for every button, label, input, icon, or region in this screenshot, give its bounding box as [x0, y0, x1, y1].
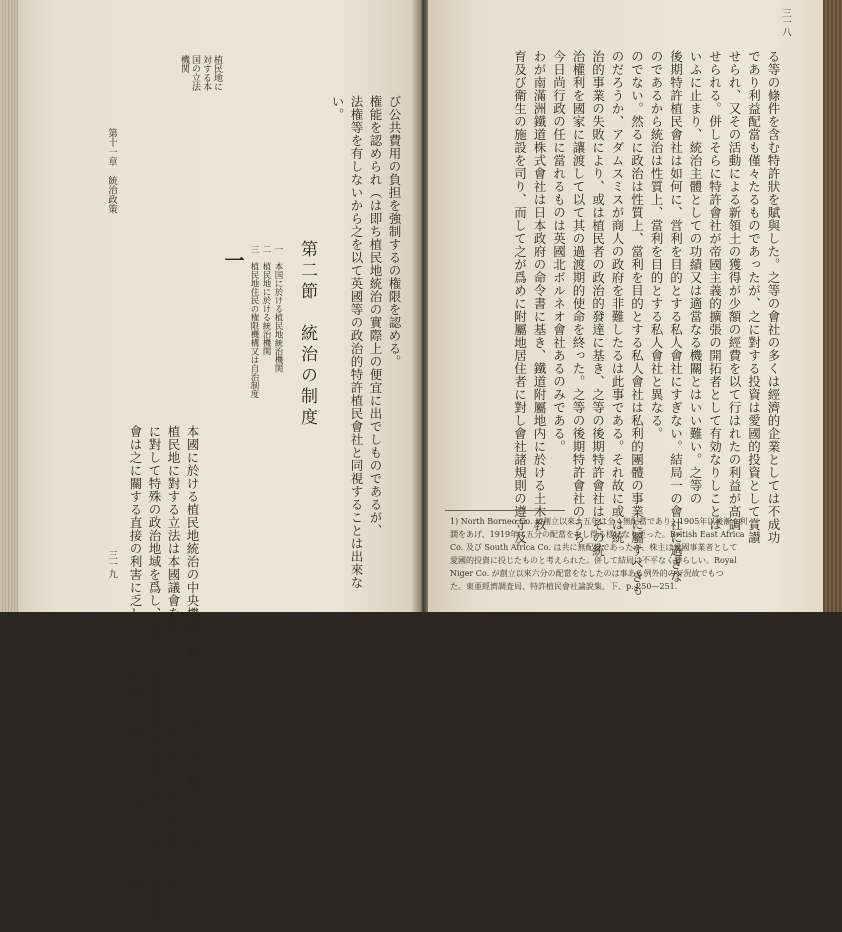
body-line: 権能を認められ（は即ち植民地統治の實際上の便宜に出でしものであるが、 [368, 95, 383, 537]
subsection-item: 一 本国に於ける植民地統治機関 [273, 245, 283, 373]
body-line: 會は之に關する直接の利害に乏しく、且つ與味と知識とに於ても薄きが故に、便宜上行 [128, 425, 143, 932]
marginal-note-line: 対する本 [201, 55, 211, 91]
body-line: のであるから統治は性質上、當利を目的とする私人會社と異なる。 [649, 50, 664, 440]
running-head: 第十一章 統治政策 [106, 128, 117, 214]
body-line: せられ、又その活動による新領土の獲得が少額の經費を以て行はれたの利益が高調 [727, 50, 742, 531]
body-line: のだろうか、アダムスミスが商人の政府を非難したるは此事である。それ故に或は統 [610, 50, 625, 544]
section-heading: 第二節 統治の制度 [297, 240, 317, 429]
subsection-item: 二 植民地に於ける統治機関 [261, 245, 271, 356]
footnote-line: 愛國的投資に投じたものと考えられた。併して結局は不平なく暮らしい。Royal [450, 556, 737, 565]
subsection-item: 三 植民地住民の権限機構又は自治制度 [249, 245, 259, 398]
body-bottom [126, 425, 202, 932]
marginal-note [178, 55, 222, 115]
body-line: わが南滿洲鐵道株式會社は日本政府の命令書に基き、鐵道附屬地内に於ける土木教 [532, 50, 547, 531]
footnote-line: 1) North Borneo Co. に創立以來十五年は全く無配當であり、1905年以後漸く利 [450, 517, 748, 526]
body-line: に對して特殊の政治地域を爲し、當然には本國議會の代表せられない。從って本國議 [147, 425, 162, 919]
subsection-list [248, 245, 284, 398]
left-page [18, 0, 416, 932]
body-top [328, 95, 404, 589]
body-line: であり利益配當も僅々たるものであったが、之に對する投資は愛國的投資として賞讃 [746, 50, 762, 544]
marginal-note-line: 国の立法 [190, 55, 200, 91]
body-line: 植民地に對する立法は本國議會を經ずして行はれる例が多い。蓋し植民地は本國 [166, 425, 181, 893]
footnote [450, 515, 795, 593]
body-line: のでない。然るに政治は性質上、當利を目的とする私人會社は私利的團體の事業に屬すべきも [629, 50, 645, 596]
marginal-note-line: 植民地に [212, 55, 222, 91]
body-line: 治的事業の失敗により、或は植民者の政治的發達に基き、之等の後期特許會社はその統 [590, 50, 606, 557]
body-line: 育及び衛生の施設を司り、而して之が爲めに附屬地居住者に對し會社諸規則の遵守及 [512, 50, 528, 544]
body-line: び公共費用の負担を強制するの権限を認める。 [387, 95, 402, 368]
page-number: 三一九 [106, 550, 117, 579]
body-line: いふに止まり、統治主體としての功績又は適當なる機關とはいい難い。之等の [688, 50, 703, 505]
body-line: 治權利を國家に讓渡して以て其の過渡期的使命を終った。之等の後期特許會社のうち [571, 50, 586, 544]
marginal-note-line: 機関 [179, 55, 189, 73]
section-number: 一 [221, 250, 245, 271]
body-line: 後期特許植民會社は如何に、営利を目的とする私人會社にすぎない。結局一の會社に過ぎな [668, 50, 684, 583]
book-cover-edge [823, 0, 842, 612]
body-line: 法権等を有しないから之を以て英國等の政治的特許植民會社と同視することは出來な [349, 95, 364, 589]
footnote-line: 潤をあげ、1919年に五分の配當をなし得る様になり至った。British East Africa [450, 530, 745, 539]
page-stack-edge-left [0, 0, 18, 612]
body-line: い。 [330, 95, 345, 121]
body-line: 今日尚行政の任に當れるものは英國北ボルネオ會社あるのみである。 [551, 50, 567, 453]
footnote-line: Niger Co. が創立以來六分の配當をなしたのは事ある例外的の好況故でもつ [450, 569, 724, 578]
body-line: る等の條件を含む特許狀を賦與した。之等の會社の多くは經濟的企業としては不成功 [766, 50, 781, 544]
footnote-line: た。東亜經濟調査局、特許植民會社論說集、下、p. 250—251. [450, 582, 678, 591]
body-line: せられる。併しそらに特許會社が帝國主義的擴張の開拓者として有効なりしことは [707, 50, 723, 531]
page-number: 三一八 [780, 8, 791, 37]
footnote-rule [445, 510, 565, 511]
body-line: 本國に於ける植民地統治の中央機関に關し、立法及び行政の順序に之を述べやう。 [185, 425, 200, 906]
footnote-line: Co. 及び South Africa Co. は共に無配當であったが、株主は愛國事業者として [450, 543, 738, 552]
